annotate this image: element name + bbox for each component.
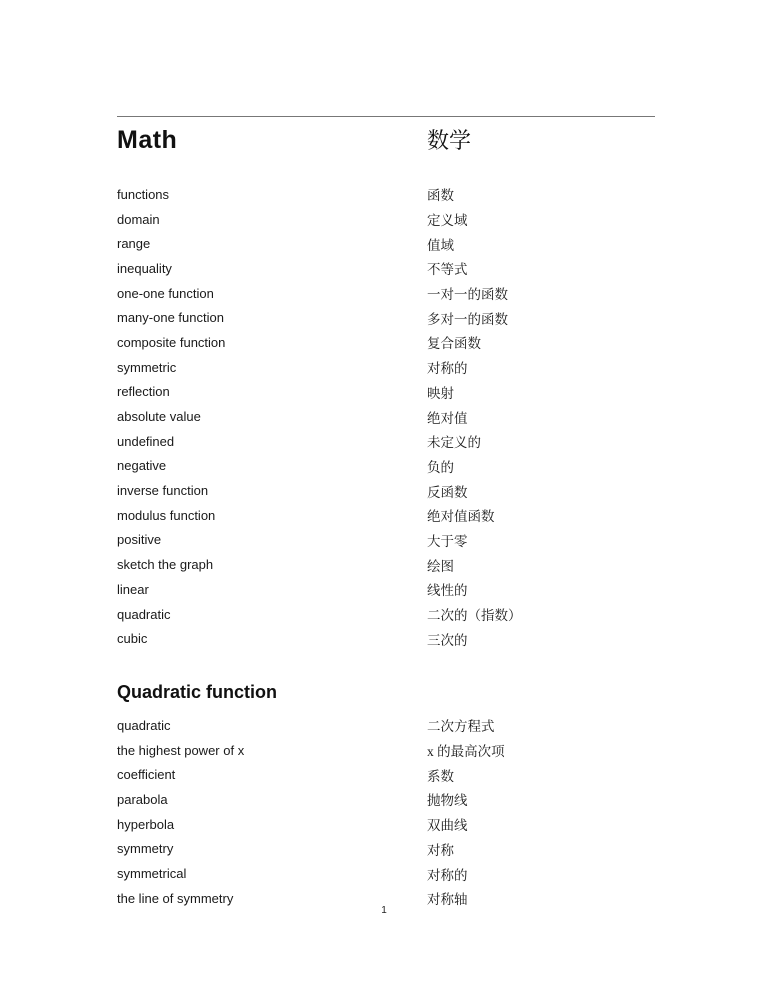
term-english: negative: [117, 458, 167, 474]
glossary-section: [117, 182, 655, 651]
term-chinese: 值域: [427, 237, 454, 253]
term-row: [117, 738, 655, 763]
term-chinese: 定义域: [427, 213, 468, 229]
term-english: quadratic: [117, 606, 171, 622]
term-list: [117, 713, 655, 911]
term-english: symmetric: [117, 359, 177, 375]
term-row: [117, 837, 655, 862]
term-chinese: 大于零: [427, 533, 468, 549]
term-row: [117, 207, 655, 232]
sections-container: [117, 182, 655, 911]
term-chinese: 一对一的函数: [427, 287, 508, 303]
term-row: [117, 713, 655, 738]
term-english: linear: [117, 581, 149, 597]
term-english: coefficient: [117, 767, 176, 783]
term-chinese: 线性的: [427, 583, 468, 599]
term-english: functions: [117, 186, 170, 202]
term-chinese: 二次的（指数）: [427, 608, 522, 624]
term-chinese: 映射: [427, 385, 454, 401]
term-row: [117, 762, 655, 787]
term-row: [117, 454, 655, 479]
term-chinese: 系数: [427, 768, 454, 784]
term-english: domain: [117, 211, 160, 227]
term-english: one-one function: [117, 285, 214, 301]
term-row: [117, 231, 655, 256]
term-english: many-one function: [117, 310, 224, 326]
term-english: reflection: [117, 384, 170, 400]
term-row: [117, 330, 655, 355]
term-chinese: 二次方程式: [427, 719, 495, 735]
term-chinese: 负的: [427, 459, 454, 475]
term-chinese: 对称: [427, 842, 454, 858]
term-english: positive: [117, 532, 162, 548]
term-chinese: 双曲线: [427, 818, 468, 834]
term-chinese: 反函数: [427, 484, 468, 500]
term-row: [117, 281, 655, 306]
term-chinese: x 的最高次项: [427, 744, 505, 760]
term-chinese: 抛物线: [427, 793, 468, 809]
term-chinese: 绘图: [427, 558, 454, 574]
section-heading: Quadratic function: [117, 682, 278, 703]
term-row: [117, 812, 655, 837]
term-chinese: 对称轴: [427, 892, 468, 908]
term-row: [117, 577, 655, 602]
term-english: composite function: [117, 334, 226, 350]
term-english: parabola: [117, 791, 168, 807]
term-row: [117, 478, 655, 503]
term-chinese: 未定义的: [427, 435, 481, 451]
term-english: sketch the graph: [117, 557, 214, 573]
term-row: [117, 602, 655, 627]
page-header: [117, 124, 655, 156]
term-row: [117, 182, 655, 207]
header-divider: [117, 116, 655, 117]
term-english: symmetry: [117, 841, 174, 857]
term-chinese: 函数: [427, 188, 454, 204]
term-row: [117, 305, 655, 330]
term-chinese: 多对一的函数: [427, 311, 508, 327]
term-chinese: 复合函数: [427, 336, 481, 352]
page-title-english: Math: [117, 126, 178, 154]
term-english: quadratic: [117, 717, 171, 733]
term-row: [117, 429, 655, 454]
term-row: [117, 355, 655, 380]
term-list: [117, 182, 655, 651]
term-chinese: 不等式: [427, 262, 468, 278]
term-row: [117, 256, 655, 281]
page-number: 1: [381, 905, 387, 916]
term-row: [117, 787, 655, 812]
term-chinese: 三次的: [427, 632, 468, 648]
term-chinese: 对称的: [427, 867, 468, 883]
term-row: [117, 552, 655, 577]
term-chinese: 绝对值函数: [427, 509, 495, 525]
glossary-section: [117, 681, 655, 911]
term-english: undefined: [117, 433, 175, 449]
term-chinese: 绝对值: [427, 410, 468, 426]
term-row: [117, 626, 655, 651]
term-english: symmetrical: [117, 866, 187, 882]
term-english: inverse function: [117, 483, 209, 499]
term-english: the line of symmetry: [117, 890, 234, 906]
term-row: [117, 861, 655, 886]
page-title-chinese: 数学: [427, 128, 472, 153]
term-english: hyperbola: [117, 816, 175, 832]
term-english: the highest power of x: [117, 742, 245, 758]
term-row: [117, 528, 655, 553]
term-row: [117, 503, 655, 528]
term-english: cubic: [117, 631, 148, 647]
term-row: [117, 380, 655, 405]
term-row: [117, 404, 655, 429]
term-english: range: [117, 236, 151, 252]
page-content: [117, 116, 655, 911]
term-chinese: 对称的: [427, 361, 468, 377]
term-english: absolute value: [117, 409, 201, 425]
term-english: modulus function: [117, 507, 216, 523]
term-english: inequality: [117, 260, 172, 276]
